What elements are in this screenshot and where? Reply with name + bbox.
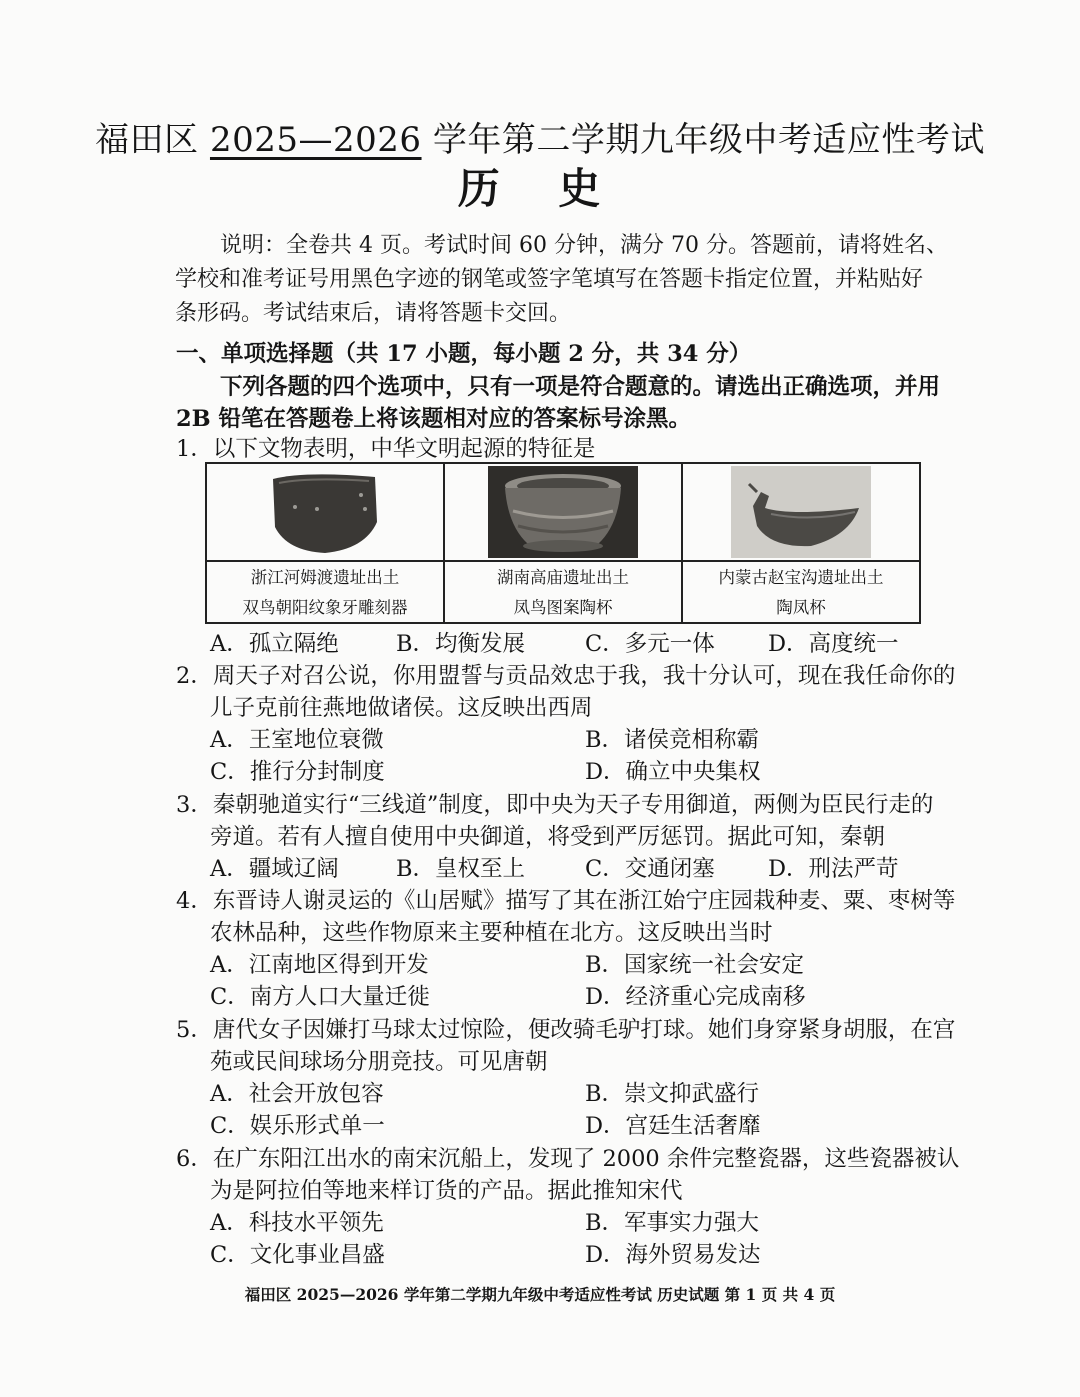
q4-option-b: B．国家统一社会安定 (585, 952, 805, 978)
q3-option-c: C．交通闭塞 (585, 856, 715, 882)
section-intro-1: 下列各题的四个选项中，只有一项是符合题意的。请选出正确选项，并用 (220, 374, 941, 400)
q4-option-d: D．经济重心完成南移 (585, 984, 806, 1010)
q6-option-c: C．文化事业昌盛 (210, 1242, 385, 1268)
phoenix-cup-image (683, 464, 919, 562)
q2-option-b: B．诸侯竞相称霸 (585, 727, 760, 753)
q5-option-c: C．娱乐形式单一 (210, 1113, 385, 1139)
relic-1-caption-line-2: 双鸟朝阳纹象牙雕刻器 (242, 598, 408, 617)
question-2-line-2: 儿子克前往燕地做诸侯。这反映出西周 (210, 695, 593, 721)
relic-3-caption-line-2: 陶凤杯 (776, 598, 826, 617)
relic-2-caption-line-1: 湖南高庙遗址出土 (497, 568, 629, 587)
q2-option-c: C．推行分封制度 (210, 759, 385, 785)
relic-cell-2 (444, 463, 682, 623)
q1-option-b: B．均衡发展 (396, 631, 526, 657)
relic-cell-3 (682, 463, 920, 623)
q6-option-b: B．军事实力强大 (585, 1210, 760, 1236)
q5-option-a: A．社会开放包容 (210, 1081, 384, 1107)
page-footer: 福田区 2025—2026 学年第二学期九年级中考适应性考试 历史试题 第 1 页 共 4 页 (244, 1285, 836, 1304)
question-4-line-1: 4．东晋诗人谢灵运的《山居赋》描写了其在浙江始宁庄园栽种麦、粟、枣树等 (176, 888, 956, 914)
instructions-line-1: 说明：全卷共 4 页。考试时间 60 分钟，满分 70 分。答题前，请将姓名、 (220, 233, 948, 258)
q3-option-a: A．疆域辽阔 (210, 856, 339, 882)
question-1-stem: 1．以下文物表明，中华文明起源的特征是 (176, 436, 596, 462)
exam-title: 福田区 2025—2026 学年第二学期九年级中考适应性考试 (95, 120, 985, 160)
section-heading: 一、单项选择题（共 17 小题，每小题 2 分，共 34 分） (176, 341, 752, 367)
question-5-line-2: 苑或民间球场分朋竞技。可见唐朝 (210, 1049, 548, 1075)
title-years: 2025—2026 (209, 120, 422, 160)
q3-option-b: B．皇权至上 (396, 856, 526, 882)
q6-option-d: D．海外贸易发达 (585, 1242, 761, 1268)
section-intro-2: 2B 铅笔在答题卷上将该题相对应的答案标号涂黑。 (176, 406, 692, 432)
q5-option-b: B．崇文抑武盛行 (585, 1081, 760, 1107)
q1-option-a: A．孤立隔绝 (210, 631, 339, 657)
instructions-line-2: 学校和准考证号用黑色字迹的钢笔或签字笔填写在答题卡指定位置，并粘贴好 (175, 267, 924, 292)
q3-option-d: D．刑法严苛 (768, 856, 899, 882)
q5-option-d: D．宫廷生活奢靡 (585, 1113, 761, 1139)
q1-option-d: D．高度统一 (768, 631, 899, 657)
question-6-line-2: 为是阿拉伯等地来样订货的产品。据此推知宋代 (210, 1178, 683, 1204)
relic-cell-1 (206, 463, 444, 623)
q6-option-a: A．科技水平领先 (210, 1210, 384, 1236)
q4-option-a: A．江南地区得到开发 (210, 952, 429, 978)
question-3-line-1: 3．秦朝驰道实行“三线道”制度，即中央为天子专用御道，两侧为臣民行走的 (176, 792, 934, 818)
question-6-line-1: 6．在广东阳江出水的南宋沉船上，发现了 2000 余件完整瓷器，这些瓷器被认 (176, 1146, 960, 1172)
q4-option-c: C．南方人口大量迁徙 (210, 984, 430, 1010)
subject-title: 历 史 (457, 164, 623, 213)
question-3-line-2: 旁道。若有人擅自使用中央御道，将受到严厉惩罚。据此可知，秦朝 (210, 824, 886, 850)
question-2-line-1: 2．周天子对召公说，你用盟誓与贡品效忠于我，我十分认可，现在我任命你的 (176, 663, 956, 689)
relics-table (205, 462, 921, 624)
q2-option-a: A．王室地位衰微 (210, 727, 384, 753)
pottery-cup-image (445, 464, 681, 562)
relic-3-caption-line-1: 内蒙古赵宝沟遗址出土 (718, 568, 884, 587)
relic-2-caption-line-2: 凤鸟图案陶杯 (513, 598, 613, 617)
q1-option-c: C．多元一体 (585, 631, 715, 657)
question-4-line-2: 农林品种，这些作物原来主要种植在北方。这反映出当时 (210, 920, 773, 946)
ivory-carving-image (207, 464, 443, 562)
q2-option-d: D．确立中央集权 (585, 759, 761, 785)
instructions-line-3: 条形码。考试结束后，请将答题卡交回。 (175, 301, 572, 326)
question-5-line-1: 5．唐代女子因嫌打马球太过惊险，便改骑毛驴打球。她们身穿紧身胡服，在宫 (176, 1017, 956, 1043)
relic-1-caption-line-1: 浙江河姆渡遗址出土 (250, 568, 400, 587)
